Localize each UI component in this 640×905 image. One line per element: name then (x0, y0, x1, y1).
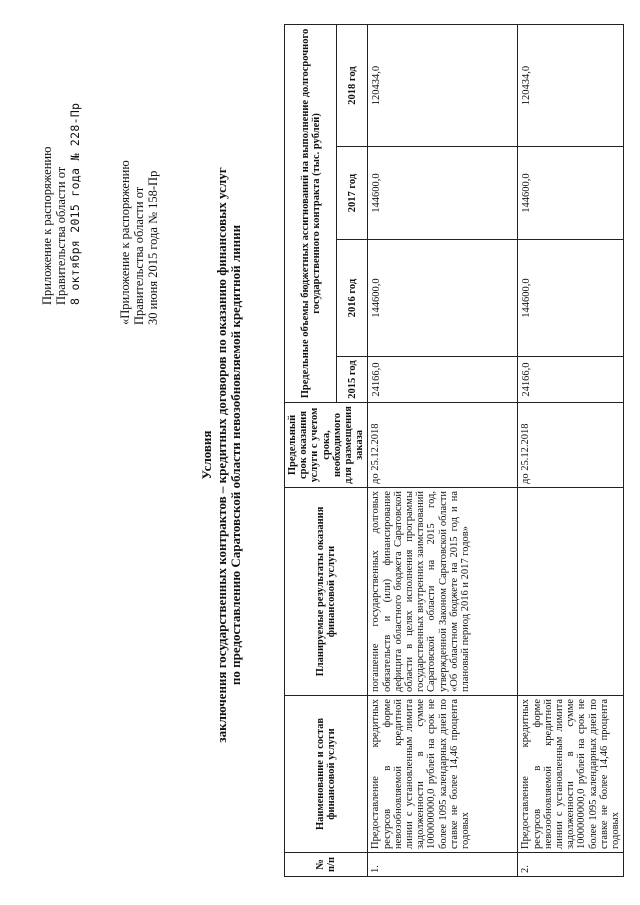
row-service-name: Предоставление кредитных ресурсов в форме невозобновляемой кредитной линии с установленным лимита задолженности в сумме 1000000000,0 рублей на срок не более 1095 календарных дней по ставке не более 14,46 процента годовых (368, 696, 518, 853)
header-results: Планируемые результаты оказания финансовой услуги (285, 488, 368, 696)
header-limits: Предельные объемы бюджетных ассигнований на выполнение долгосрочного государственного контракта (тыс. рублей) (285, 24, 337, 402)
prev-line-1: «Приложение к распоряжению (118, 160, 132, 325)
header-2016: 2016 год (337, 240, 368, 357)
annex-line-2: Правительства области от (54, 166, 68, 305)
header-name: Наименование и состав финансовой услуги (285, 696, 368, 853)
prev-line-3: 30 июня 2015 года № 158-Пр (146, 170, 160, 325)
header-2017: 2017 год (337, 147, 368, 240)
prev-line-2: Правительства области от (132, 186, 146, 325)
previous-annex-header (118, 65, 160, 325)
header-term: Предельный срок оказания услуги с учетом срока, необходимого для размещения заказа (285, 403, 368, 488)
annex-header (40, 65, 82, 305)
title-line-2: заключения государственных контрактов – кредитных договоров по оказанию финансовых услуг (213, 167, 229, 743)
row-num: 2. (518, 853, 624, 877)
title-line-1: Условия (199, 430, 214, 480)
row-2018: 120434,0 (518, 24, 624, 146)
header-2018: 2018 год (337, 24, 368, 146)
row-2016: 144600,0 (518, 240, 624, 357)
row-results (518, 488, 624, 696)
row-2018: 120434,0 (368, 24, 518, 146)
document-title (200, 65, 244, 845)
table-row (368, 24, 518, 876)
row-service-name: Предоставление кредитных ресурсов в форме невозобновляемой кредитной линии с установленным лимита задолженности в сумме 1000000000,0 рублей на срок не более 1095 календарных дней по ставке не более 14,46 процента годовых (518, 696, 624, 853)
row-2015: 24166,0 (368, 357, 518, 403)
row-2015: 24166,0 (518, 357, 624, 403)
conditions-table (284, 24, 624, 877)
header-num: № п/п (285, 853, 368, 877)
title-line-3: по предоставлению Саратовской области невозобновляемой кредитной линии (228, 224, 243, 686)
row-term: до 25.12.2018 (518, 403, 624, 488)
row-2017: 144600,0 (368, 147, 518, 240)
header-2015: 2015 год (337, 357, 368, 403)
row-2017: 144600,0 (518, 147, 624, 240)
annex-date-stamp: 8 октября 2015 года № 228-Пр (68, 102, 82, 305)
row-term: до 25.12.2018 (368, 403, 518, 488)
row-results: погашение государственных долговых обязательств и (или) финансирование дефицита областного бюджета Саратовской области в целях исполнения программы государственных внутренних заимствований Саратовской области на 2015 год, утвержденной Законом Саратовской области «Об областном бюджете на 2015 год и на плановый период 2016 и 2017 годов» (368, 488, 518, 696)
row-2016: 144600,0 (368, 240, 518, 357)
annex-line-1: Приложение к распоряжению (40, 146, 54, 305)
table-header-row (285, 24, 337, 876)
table-row (518, 24, 624, 876)
row-num: 1. (368, 853, 518, 877)
